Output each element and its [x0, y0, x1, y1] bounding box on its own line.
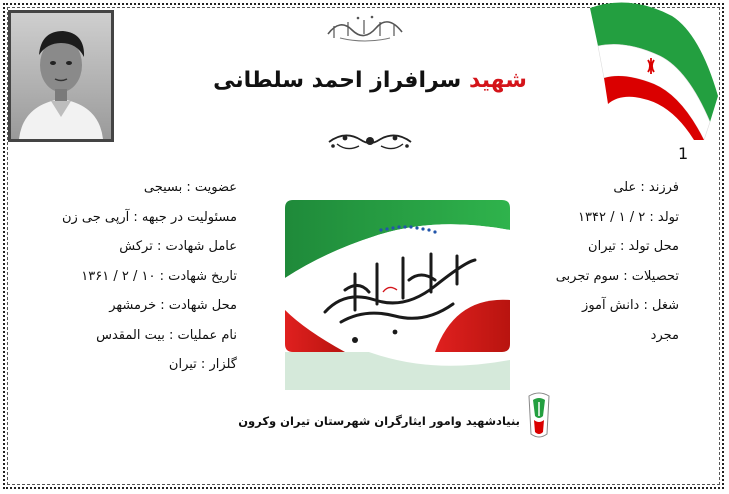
page-number: 1	[678, 144, 689, 163]
detail-marital-status: مجرد	[650, 327, 679, 343]
detail-occupation: شغل : دانش آموز	[582, 298, 679, 313]
personal-details	[556, 180, 679, 357]
detail-cause: عامل شهادت : ترکش	[119, 239, 237, 254]
detail-membership: عضویت : بسیجی	[143, 180, 237, 195]
ornament-divider	[325, 126, 415, 156]
banner-reflection	[285, 352, 510, 390]
detail-birth-date: تولد : ۲ / ۱ / ۱۳۴۲	[578, 209, 679, 225]
foundation-name: بنیادشهید وامور ایثارگران شهرستان تیران وکرون	[238, 414, 520, 428]
iran-flag	[590, 0, 726, 140]
detail-operation: نام عملیات : بیت المقدس	[96, 327, 237, 343]
basmala-calligraphy	[320, 12, 410, 44]
detail-burial-place: گلزار : تیران	[168, 357, 237, 372]
detail-education: تحصیلات : سوم تجربی	[555, 268, 679, 284]
detail-martyrdom-date: تاریخ شهادت : ۱۰ / ۲ / ۱۳۶۱	[81, 268, 237, 284]
foundation-logo	[525, 390, 553, 440]
detail-birth-place: محل تولد : تیران	[588, 239, 679, 254]
martyrdom-details	[62, 180, 237, 387]
title-martyr-name: سرافراز احمد سلطانی	[213, 68, 462, 93]
title-martyr-label: شهید	[468, 68, 527, 93]
martyr-photo	[8, 10, 114, 142]
basij-calligraphy-banner	[285, 200, 510, 352]
detail-front-role: مسئولیت در جبهه : آرپی جی زن	[61, 209, 237, 225]
detail-father: فرزند : علی	[613, 180, 679, 195]
page-title	[200, 68, 540, 93]
detail-martyrdom-place: محل شهادت : خرمشهر	[109, 298, 237, 313]
